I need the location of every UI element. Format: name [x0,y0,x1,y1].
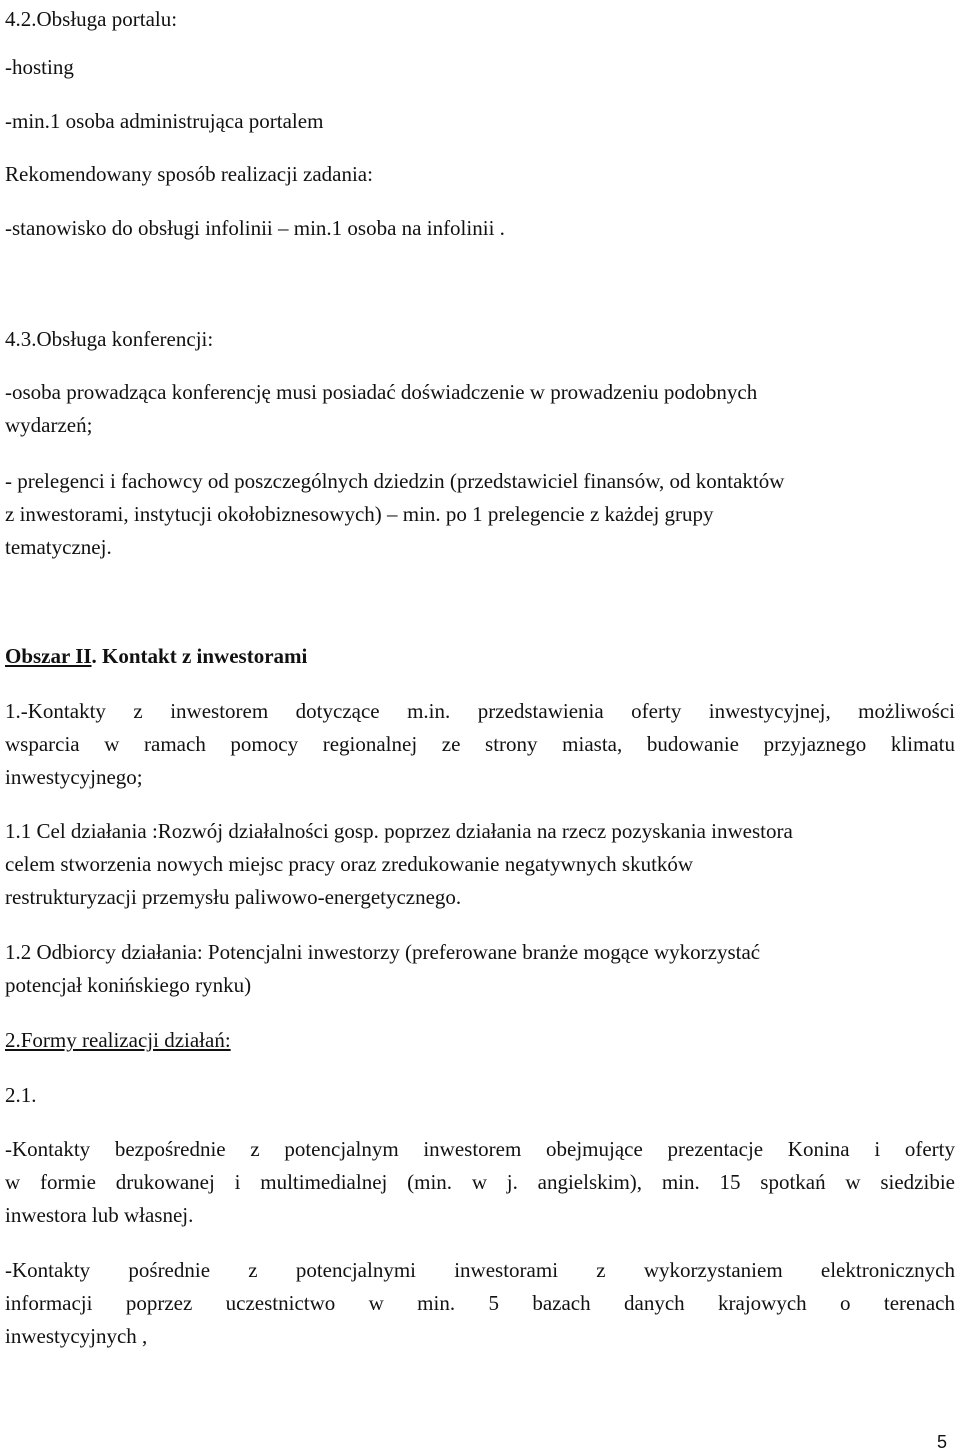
admin-item: -min.1 osoba administrująca portalem [5,109,324,133]
indirect-contacts-line-3: inwestycyjnych , [5,1324,148,1348]
speakers-line-3: tematycznej. [5,535,112,559]
forms-subheading: 2.1. [5,1083,37,1107]
recommended-method: Rekomendowany sposób realizacji zadania: [5,162,373,186]
section-4-2-heading: 4.2.Obsługa portalu: [5,7,178,31]
indirect-contacts-line-1: -Kontakty pośrednie z potencjalnymi inwestorami z wykorzystaniem elektronicznych [5,1258,955,1282]
contacts-paragraph-line-2: wsparcia w ramach pomocy regionalnej ze strony miasta, budowanie przyjaznego klimatu [5,732,955,756]
area-2-heading-underlined: Obszar II [5,644,92,668]
hotline-item: -stanowisko do obsługi infolinii – min.1 osoba na infolinii . [5,216,505,240]
goal-line-3: restrukturyzacji przemysłu paliwowo-energetycznego. [5,885,462,909]
recipients-line-2: potencjał konińskiego rynku) [5,973,252,997]
direct-contacts-line-3: inwestora lub własnej. [5,1203,194,1227]
goal-line-2: celem stworzenia nowych miejsc pracy oraz zredukowanie negatywnych skutków [5,852,694,876]
moderator-line-2: wydarzeń; [5,413,93,437]
moderator-line-1: -osoba prowadząca konferencję musi posiadać doświadczenie w prowadzeniu podobnych [5,380,758,404]
hosting-item: -hosting [5,55,74,79]
forms-heading: 2.Formy realizacji działań: [5,1028,231,1052]
contacts-paragraph-line-3: inwestycyjnego; [5,765,143,789]
indirect-contacts-line-2: informacji poprzez uczestnictwo w min. 5 bazach danych krajowych o terenach [5,1291,955,1315]
speakers-line-2: z inwestorami, instytucji okołobiznesowych) – min. po 1 prelegencie z każdej grupy [5,502,714,526]
direct-contacts-line-2: w formie drukowanej i multimedialnej (min. w j. angielskim), min. 15 spotkań w siedzibie [5,1170,955,1194]
speakers-line-1: - prelegenci i fachowcy od poszczególnych dziedzin (przedstawiciel finansów, od kontaktów [5,469,785,493]
recipients-line-1: 1.2 Odbiorcy działania: Potencjalni inwestorzy (preferowane branże mogące wykorzystać [5,940,761,964]
area-2-heading [5,644,307,668]
area-2-heading-rest: . Kontakt z inwestorami [91,644,308,668]
direct-contacts-line-1: -Kontakty bezpośrednie z potencjalnym inwestorem obejmujące prezentacje Konina i oferty [5,1137,955,1161]
section-4-3-heading: 4.3.Obsługa konferencji: [5,327,214,351]
page-number: 5 [937,1432,948,1452]
goal-line-1: 1.1 Cel działania :Rozwój działalności gosp. poprzez działania na rzecz pozyskania inwestora [5,819,793,843]
contacts-paragraph-line-1: 1.-Kontakty z inwestorem dotyczące m.in. przedstawienia oferty inwestycyjnej, możliwości [5,699,955,723]
